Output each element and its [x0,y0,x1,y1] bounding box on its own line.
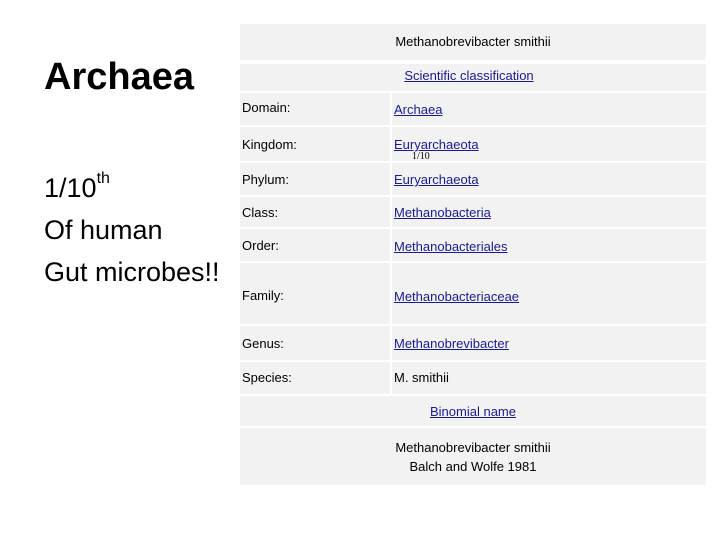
row-divider [240,227,706,229]
kingdom-label: Kingdom: [242,137,297,152]
gut-microbes-line: Gut microbes!! [44,257,220,287]
row-divider [240,91,706,93]
binomial-name: Methanobrevibacter smithii [395,440,551,455]
row-divider [240,394,706,396]
binomial-authority: Balch and Wolfe 1981 [409,459,537,474]
row-divider [240,426,706,428]
family-label: Family: [242,288,284,303]
row-divider [240,161,706,163]
class-label: Class: [242,205,279,220]
slide-title: Archaea [44,56,194,98]
phylum-label: Phylum: [242,172,289,187]
infobox-species-name: Methanobrevibacter smithii [395,34,551,49]
genus-label: Genus: [242,336,284,351]
domain-value-link[interactable]: Archaea [394,102,443,117]
row-divider [240,125,706,127]
phylum-value-link[interactable]: Euryarchaeota [394,172,479,187]
fraction-line [44,162,220,209]
species-label: Species: [242,370,292,385]
genus-value-link[interactable]: Methanobrevibacter [394,336,509,351]
kingdom-value-link[interactable]: Euryarchaeota [394,137,479,152]
kingdom-footnote: 1/10 [412,151,430,162]
fraction-value: 1/10 [44,173,97,203]
binomial-name-link[interactable]: Binomial name [430,404,516,419]
row-divider [240,195,706,197]
family-value-link[interactable]: Methanobacteriaceae [394,289,520,304]
order-value-link[interactable]: Methanobacteriales [394,239,508,254]
row-divider [240,360,706,362]
gut-microbe-fraction-text [44,162,220,293]
species-value: M. smithii [394,370,449,385]
row-divider [240,261,706,263]
scientific-classification-link[interactable]: Scientific classification [404,68,534,83]
fraction-suffix: th [96,170,110,187]
order-label: Order: [242,238,279,253]
of-human-line: Of human [44,215,163,245]
domain-label: Domain: [242,100,291,115]
column-divider [390,93,392,394]
taxonomy-infobox [240,24,706,485]
row-divider [240,324,706,326]
row-divider [240,60,706,64]
class-value-link[interactable]: Methanobacteria [394,205,491,220]
